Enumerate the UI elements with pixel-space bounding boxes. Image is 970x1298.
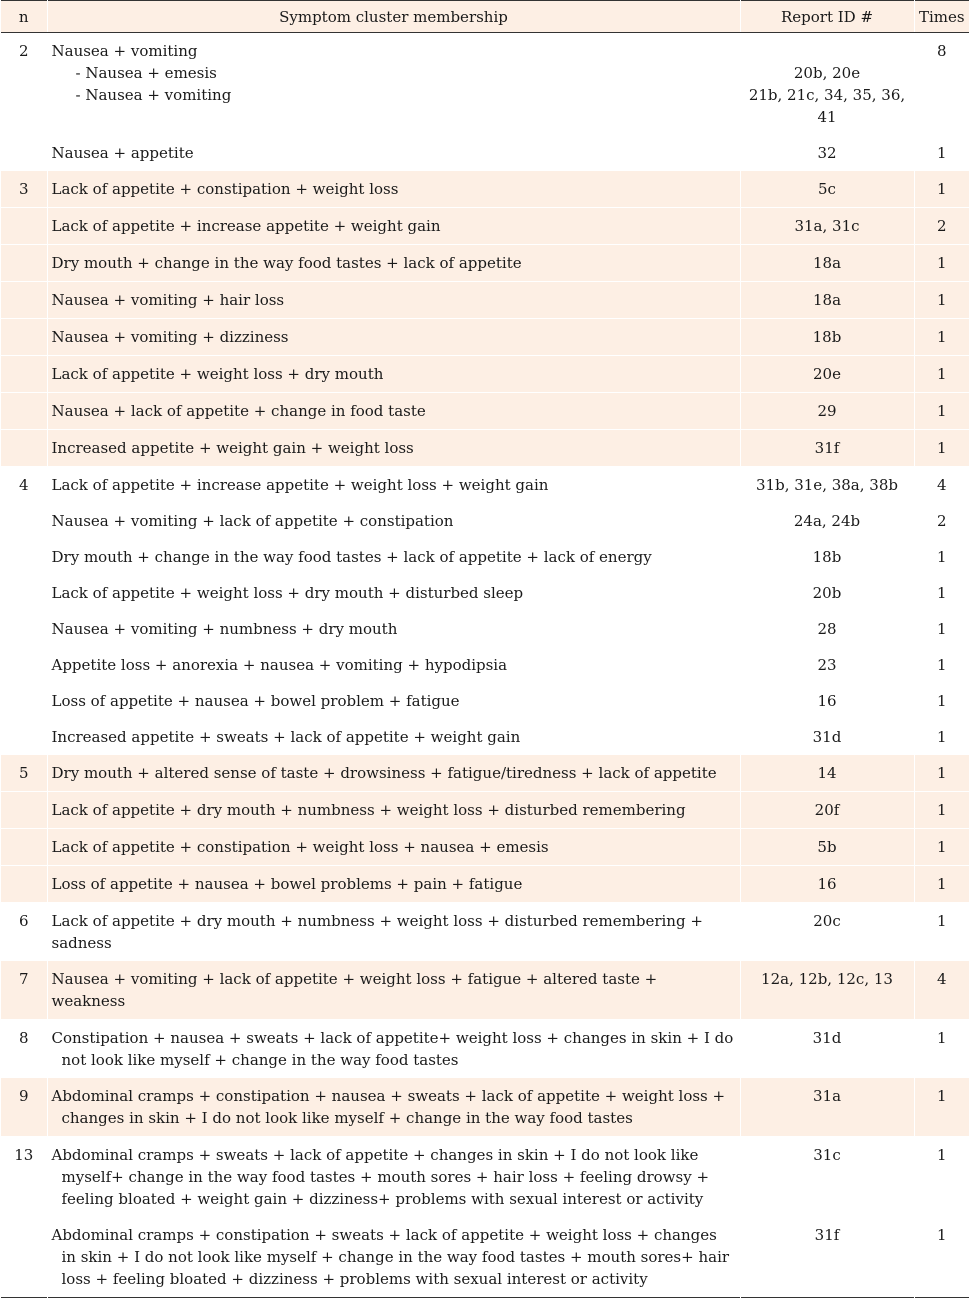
table-row xyxy=(1,719,969,755)
cell-n xyxy=(1,683,47,719)
sub-symptom: - Nausea + emesis xyxy=(75,64,217,82)
cell-report-id: 5b xyxy=(740,829,914,866)
sub-report-id: 21b, 21c, 34, 35, 36, 41 xyxy=(748,86,906,126)
cell-n xyxy=(1,611,47,647)
cell-symptom: Nausea + vomiting + numbness + dry mouth xyxy=(47,611,740,647)
symptom-text: Nausea + vomiting xyxy=(51,42,198,60)
cell-report-id: 31d xyxy=(740,1020,914,1079)
cell-n: 4 xyxy=(1,467,47,504)
cell-symptom xyxy=(47,1020,740,1079)
cell-symptom: Nausea + vomiting + dizziness xyxy=(47,319,740,356)
table-row xyxy=(1,467,969,504)
table-row xyxy=(1,1217,969,1298)
cell-times: 2 xyxy=(936,512,947,530)
cell-n xyxy=(1,393,47,430)
cell-n xyxy=(1,829,47,866)
cell-report-id: 16 xyxy=(740,866,914,903)
cell-symptom: Lack of appetite + increase appetite + weight gain xyxy=(47,208,740,245)
cell-times: 8 xyxy=(936,42,947,60)
cell-times: 2 xyxy=(914,208,969,245)
cell-report-id: 20b xyxy=(740,575,914,611)
cell-times: 1 xyxy=(936,620,947,638)
header-report-id: Report ID # xyxy=(740,1,914,33)
cell-report-id: 29 xyxy=(740,393,914,430)
cell-n xyxy=(1,866,47,903)
table-row xyxy=(1,208,969,245)
cell-symptom: Nausea + vomiting + lack of appetite + weight loss + fatigue + altered taste + weakness xyxy=(47,961,740,1020)
cell-times: 1 xyxy=(914,393,969,430)
table-row xyxy=(1,829,969,866)
table-row xyxy=(1,430,969,467)
cell-n xyxy=(1,208,47,245)
cell-times: 4 xyxy=(936,476,947,494)
table-row xyxy=(1,647,969,683)
table-row xyxy=(1,1078,969,1137)
cell-symptom: Dry mouth + change in the way food tastes + lack of appetite xyxy=(47,245,740,282)
sub-report-id: 20b, 20e xyxy=(793,64,861,82)
cell-n: 13 xyxy=(1,1137,47,1218)
cell-symptom: Nausea + vomiting + lack of appetite + constipation xyxy=(47,503,740,539)
cell-times: 1 xyxy=(936,728,947,746)
header-n: n xyxy=(1,1,47,33)
cell-times: 1 xyxy=(936,1029,947,1047)
cell-times: 1 xyxy=(914,356,969,393)
table-row xyxy=(1,1137,969,1218)
cell-times: 1 xyxy=(914,792,969,829)
cell-times: 1 xyxy=(936,1146,947,1164)
cell-symptom: Dry mouth + change in the way food tastes + lack of appetite + lack of energy xyxy=(47,539,740,575)
cell-report-id: 12a, 12b, 12c, 13 xyxy=(740,961,914,1020)
cell-n xyxy=(1,282,47,319)
header-row xyxy=(1,1,969,33)
table-row xyxy=(1,356,969,393)
cell-times: 1 xyxy=(914,866,969,903)
table-row xyxy=(1,135,969,171)
cell-times: 1 xyxy=(936,692,947,710)
cell-symptom xyxy=(47,1217,740,1298)
cell-report-id: 31f xyxy=(740,1217,914,1298)
cell-report-id xyxy=(740,33,914,136)
table-row xyxy=(1,575,969,611)
cell-symptom: Lack of appetite + weight loss + dry mouth xyxy=(47,356,740,393)
cell-n xyxy=(1,430,47,467)
cell-n: 7 xyxy=(1,961,47,1020)
cell-times: 1 xyxy=(914,171,969,208)
cell-times: 1 xyxy=(914,245,969,282)
table-row xyxy=(1,611,969,647)
table-row xyxy=(1,171,969,208)
cell-times: 1 xyxy=(914,319,969,356)
cell-report-id: 18b xyxy=(740,539,914,575)
cell-times: 1 xyxy=(936,548,947,566)
cell-symptom: Nausea + lack of appetite + change in food taste xyxy=(47,393,740,430)
table-row xyxy=(1,503,969,539)
cell-n: 8 xyxy=(1,1020,47,1079)
table-row xyxy=(1,282,969,319)
cell-times: 1 xyxy=(936,584,947,602)
cell-symptom: Lack of appetite + dry mouth + numbness + weight loss + disturbed remembering + sadness xyxy=(47,903,740,962)
cell-report-id: 16 xyxy=(740,683,914,719)
cell-report-id: 24a, 24b xyxy=(740,503,914,539)
cell-report-id: 23 xyxy=(740,647,914,683)
symptom-text: Constipation + nausea + sweats + lack of appetite+ weight loss + changes in skin + I do not look like myself + change in the way food tastes xyxy=(51,1029,734,1069)
cell-n xyxy=(1,719,47,755)
cell-report-id: 14 xyxy=(740,755,914,792)
cell-n xyxy=(1,647,47,683)
table-row xyxy=(1,792,969,829)
cell-times: 1 xyxy=(936,144,947,162)
cell-symptom: Increased appetite + sweats + lack of appetite + weight gain xyxy=(47,719,740,755)
symptom-text: Abdominal cramps + constipation + nausea + sweats + lack of appetite + weight loss + changes in skin + I do not look like myself + change in the way food tastes xyxy=(51,1087,726,1127)
cell-report-id: 31b, 31e, 38a, 38b xyxy=(740,467,914,504)
cell-symptom: Increased appetite + weight gain + weight loss xyxy=(47,430,740,467)
cell-symptom: Nausea + appetite xyxy=(47,135,740,171)
cell-report-id: 18b xyxy=(740,319,914,356)
cell-report-id: 32 xyxy=(740,135,914,171)
symptom-cluster-table xyxy=(1,0,969,1298)
symptom-text: Abdominal cramps + constipation + sweats + lack of appetite + weight loss + changes in skin + I do not look like myself + change in the way food tastes + mouth sores+ hair loss + feeling bloated + dizziness + problems with sexual interest or activity xyxy=(51,1226,730,1288)
cell-n xyxy=(1,135,47,171)
cell-n: 5 xyxy=(1,755,47,792)
cell-times: 1 xyxy=(936,912,947,930)
cell-n xyxy=(1,319,47,356)
table-row xyxy=(1,903,969,962)
cell-symptom: Lack of appetite + dry mouth + numbness + weight loss + disturbed remembering xyxy=(47,792,740,829)
cell-symptom: Dry mouth + altered sense of taste + drowsiness + fatigue/tiredness + lack of appetite xyxy=(47,755,740,792)
cell-times: 1 xyxy=(914,282,969,319)
cell-report-id: 31a xyxy=(740,1078,914,1137)
table-row xyxy=(1,393,969,430)
cell-times: 1 xyxy=(936,656,947,674)
cell-report-id: 18a xyxy=(740,245,914,282)
symptom-text: Abdominal cramps + sweats + lack of appetite + changes in skin + I do not look like myself+ change in the way food tastes + mouth sores + hair loss + feeling drowsy + feeling bloated + weight gain + dizziness+ problems with sexual interest or activity xyxy=(51,1146,710,1208)
cell-symptom: Loss of appetite + nausea + bowel problems + pain + fatigue xyxy=(47,866,740,903)
table-row xyxy=(1,683,969,719)
cell-n xyxy=(1,575,47,611)
table-row xyxy=(1,961,969,1020)
cell-times: 1 xyxy=(936,1226,947,1244)
cell-times: 4 xyxy=(914,961,969,1020)
cell-symptom xyxy=(47,1078,740,1137)
header-times: Times xyxy=(914,1,969,33)
cell-symptom xyxy=(47,1137,740,1218)
cell-n: 2 xyxy=(1,33,47,136)
table-row xyxy=(1,33,969,136)
sub-symptom: - Nausea + vomiting xyxy=(75,86,232,104)
cell-symptom: Lack of appetite + constipation + weight loss + nausea + emesis xyxy=(47,829,740,866)
cell-symptom xyxy=(47,33,740,136)
cell-n: 9 xyxy=(1,1078,47,1137)
cell-times: 1 xyxy=(914,430,969,467)
cell-symptom: Lack of appetite + weight loss + dry mouth + disturbed sleep xyxy=(47,575,740,611)
cell-report-id: 28 xyxy=(740,611,914,647)
cell-report-id: 20f xyxy=(740,792,914,829)
table-row xyxy=(1,245,969,282)
cell-n xyxy=(1,1217,47,1298)
table-row xyxy=(1,755,969,792)
cell-symptom: Lack of appetite + constipation + weight loss xyxy=(47,171,740,208)
cell-n xyxy=(1,792,47,829)
cell-n xyxy=(1,539,47,575)
cell-n: 6 xyxy=(1,903,47,962)
cell-symptom: Lack of appetite + increase appetite + weight loss + weight gain xyxy=(47,467,740,504)
cell-report-id: 31f xyxy=(740,430,914,467)
cell-report-id: 5c xyxy=(740,171,914,208)
cell-n xyxy=(1,503,47,539)
cell-report-id: 31d xyxy=(740,719,914,755)
cell-symptom: Nausea + vomiting + hair loss xyxy=(47,282,740,319)
table-row xyxy=(1,866,969,903)
cell-report-id: 20c xyxy=(740,903,914,962)
cell-report-id: 18a xyxy=(740,282,914,319)
cell-report-id: 20e xyxy=(740,356,914,393)
table-row xyxy=(1,1020,969,1079)
cell-n xyxy=(1,245,47,282)
cell-n: 3 xyxy=(1,171,47,208)
cell-report-id: 31c xyxy=(740,1137,914,1218)
cell-symptom: Appetite loss + anorexia + nausea + vomiting + hypodipsia xyxy=(47,647,740,683)
table-row xyxy=(1,539,969,575)
cell-times: 1 xyxy=(914,829,969,866)
header-symptom: Symptom cluster membership xyxy=(47,1,740,33)
cell-times: 1 xyxy=(914,1078,969,1137)
cell-report-id: 31a, 31c xyxy=(740,208,914,245)
cell-symptom: Loss of appetite + nausea + bowel problem + fatigue xyxy=(47,683,740,719)
cell-times: 1 xyxy=(914,755,969,792)
table-row xyxy=(1,319,969,356)
cell-n xyxy=(1,356,47,393)
